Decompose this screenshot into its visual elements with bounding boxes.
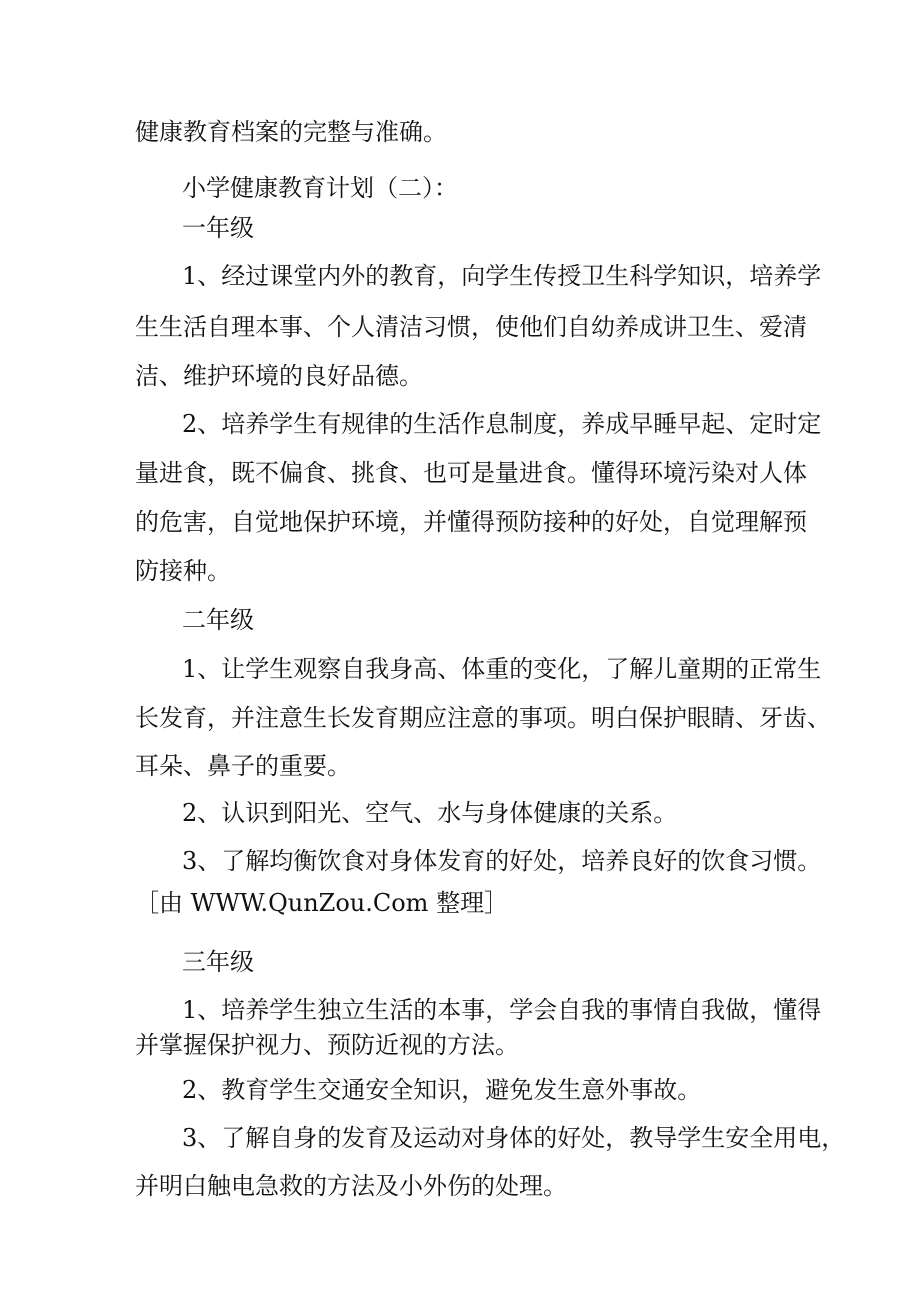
text-line: 防接种。 — [135, 557, 231, 585]
text-line: 量进食，既不偏食、挑食、也可是量进食。懂得环境污染对人体 — [135, 459, 807, 487]
source-note: ［由 WWW.QunZou.Com 整理］ — [135, 889, 509, 917]
grade-heading: 三年级 — [182, 948, 254, 976]
grade-heading: 二年级 — [182, 606, 254, 634]
text-line: 2、认识到阳光、空气、水与身体健康的关系。 — [182, 799, 678, 827]
text-line: 的危害，自觉地保护环境，并懂得预防接种的好处，自觉理解预 — [135, 508, 807, 536]
text-line: 1、培养学生独立生活的本事，学会自我的事情自我做，懂得 — [182, 996, 822, 1024]
text-line: 长发育，并注意生长发育期应注意的事项。明白保护眼睛、牙齿、 — [135, 704, 831, 732]
text-line: 3、了解自身的发育及运动对身体的好处，教导学生安全用电， — [182, 1124, 846, 1152]
grade-heading: 一年级 — [182, 214, 254, 242]
text-line: 2、教育学生交通安全知识，避免发生意外事故。 — [182, 1076, 702, 1104]
text-line: 3、了解均衡饮食对身体发育的好处，培养良好的饮食习惯。 — [182, 847, 822, 875]
text-line: 并掌握保护视力、预防近视的方法。 — [135, 1031, 519, 1059]
text-line: 1、让学生观察自我身高、体重的变化，了解儿童期的正常生 — [182, 655, 822, 683]
text-line: 生生活自理本事、个人清洁习惯，使他们自幼养成讲卫生、爱清 — [135, 313, 807, 341]
text-line: 1、经过课堂内外的教育，向学生传授卫生科学知识，培养学 — [182, 262, 822, 290]
text-line: 2、培养学生有规律的生活作息制度，养成早睡早起、定时定 — [182, 410, 822, 438]
text-line: 健康教育档案的完整与准确。 — [135, 118, 447, 146]
text-line: 洁、维护环境的良好品德。 — [135, 362, 423, 390]
section-title: 小学健康教育计划（二）： — [182, 174, 458, 202]
text-line: 耳朵、鼻子的重要。 — [135, 752, 351, 780]
text-line: 并明白触电急救的方法及小外伤的处理。 — [135, 1172, 567, 1200]
